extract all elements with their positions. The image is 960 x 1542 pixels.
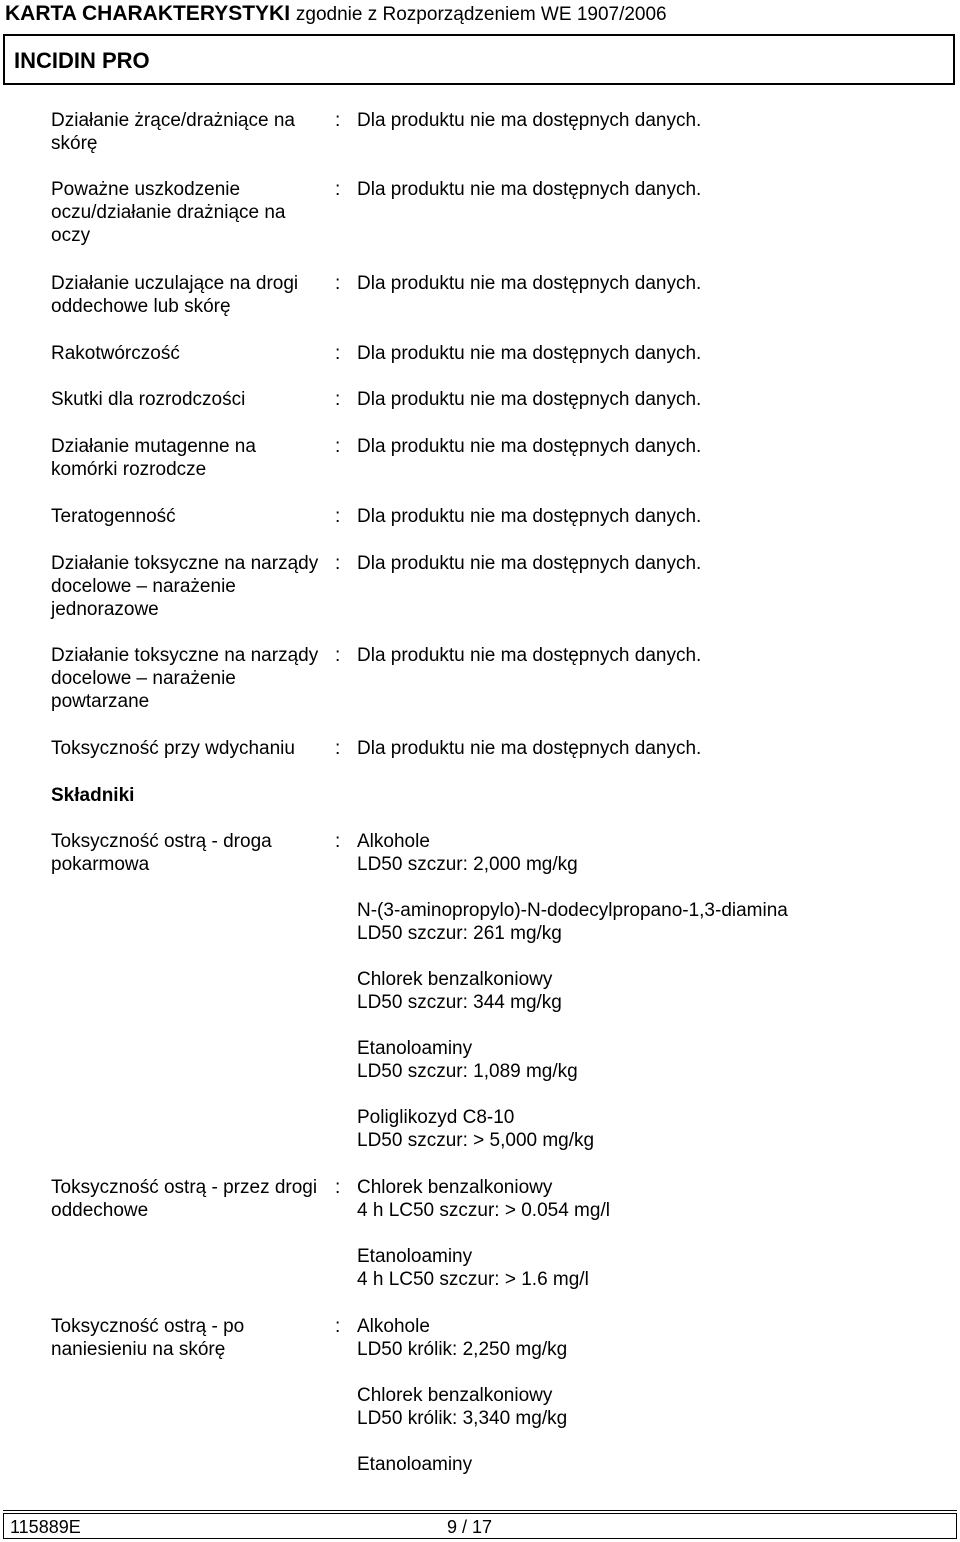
component-name: N-(3-aminopropylo)-N-dodecylpropano-1,3-diamina <box>357 900 788 921</box>
component-entry <box>357 1106 947 1152</box>
component-entry <box>357 1315 947 1361</box>
colon-separator: : <box>335 179 341 200</box>
component-name: Alkohole <box>357 831 430 852</box>
component-name: Chlorek benzalkoniowy <box>357 1385 553 1406</box>
component-value: LD50 szczur: 344 mg/kg <box>357 992 562 1013</box>
oral-toxicity-label: Toksyczność ostrą - droga pokarmowa <box>51 831 272 875</box>
component-entry <box>357 1176 947 1222</box>
toxicity-value: Dla produktu nie ma dostępnych danych. <box>357 273 702 294</box>
sds-title-sub: zgodnie z Rozporządzeniem WE 1907/2006 <box>295 4 667 25</box>
toxicity-value: Dla produktu nie ma dostępnych danych. <box>357 110 702 131</box>
toxicity-label: Toksyczność przy wdychaniu <box>51 738 295 759</box>
colon-separator: : <box>335 110 341 131</box>
component-name: Etanoloaminy <box>357 1454 473 1475</box>
component-name: Chlorek benzalkoniowy <box>357 969 553 990</box>
toxicity-label: Działanie toksyczne na narządy docelowe – narażenie powtarzane <box>51 645 319 712</box>
toxicity-label: Skutki dla rozrodczości <box>51 389 246 410</box>
footer-divider <box>3 1510 957 1511</box>
component-entry <box>357 899 947 945</box>
toxicity-label: Teratogenność <box>51 506 176 527</box>
dermal-toxicity-values <box>357 1315 947 1476</box>
component-name: Etanoloaminy <box>357 1246 473 1267</box>
component-entry <box>357 1245 947 1291</box>
toxicity-label: Poważne uszkodzenie oczu/działanie drażniące na oczy <box>51 179 286 246</box>
document-code: 115889E <box>10 1517 81 1537</box>
component-name: Chlorek benzalkoniowy <box>357 1177 553 1198</box>
toxicity-value: Dla produktu nie ma dostępnych danych. <box>357 179 702 200</box>
component-entry <box>357 830 947 876</box>
inhalation-toxicity-values <box>357 1176 947 1291</box>
sds-title <box>5 2 667 27</box>
colon-separator: : <box>335 1177 341 1198</box>
colon-separator: : <box>335 389 341 410</box>
dermal-toxicity-label: Toksyczność ostrą - po naniesieniu na skórę <box>51 1316 245 1360</box>
toxicity-value: Dla produktu nie ma dostępnych danych. <box>357 506 702 527</box>
toxicity-label: Działanie toksyczne na narządy docelowe – narażenie jednorazowe <box>51 553 319 620</box>
component-name: Poliglikozyd C8-10 <box>357 1107 515 1128</box>
colon-separator: : <box>335 831 341 852</box>
toxicity-label: Rakotwórczość <box>51 343 180 364</box>
component-entry <box>357 1037 947 1083</box>
component-value: LD50 królik: 2,250 mg/kg <box>357 1339 568 1360</box>
colon-separator: : <box>335 645 341 666</box>
component-name: Alkohole <box>357 1316 430 1337</box>
sds-title-main: KARTA CHARAKTERYSTYKI <box>5 2 291 25</box>
component-value: 4 h LC50 szczur: > 0.054 mg/l <box>357 1200 610 1221</box>
colon-separator: : <box>335 273 341 294</box>
toxicity-value: Dla produktu nie ma dostępnych danych. <box>357 738 702 759</box>
component-entry <box>357 1384 947 1430</box>
colon-separator: : <box>335 1316 341 1337</box>
component-value: LD50 królik: 3,340 mg/kg <box>357 1408 568 1429</box>
colon-separator: : <box>335 738 341 759</box>
toxicity-value: Dla produktu nie ma dostępnych danych. <box>357 436 702 457</box>
oral-toxicity-values <box>357 830 947 1152</box>
toxicity-label: Działanie mutagenne na komórki rozrodcze <box>51 436 256 480</box>
page-number: 9 / 17 <box>447 1517 493 1537</box>
component-value: 4 h LC50 szczur: > 1.6 mg/l <box>357 1269 589 1290</box>
toxicity-value: Dla produktu nie ma dostępnych danych. <box>357 343 702 364</box>
product-name: INCIDIN PRO <box>14 48 150 73</box>
colon-separator: : <box>335 553 341 574</box>
toxicity-value: Dla produktu nie ma dostępnych danych. <box>357 553 702 574</box>
components-heading: Składniki <box>51 785 135 806</box>
component-name: Etanoloaminy <box>357 1038 473 1059</box>
component-value: LD50 szczur: 1,089 mg/kg <box>357 1061 578 1082</box>
toxicity-label: Działanie żrące/drażniące na skórę <box>51 110 295 154</box>
component-value: LD50 szczur: > 5,000 mg/kg <box>357 1130 595 1151</box>
component-entry <box>357 1453 947 1476</box>
colon-separator: : <box>335 343 341 364</box>
toxicity-value: Dla produktu nie ma dostępnych danych. <box>357 389 702 410</box>
component-value: LD50 szczur: 2,000 mg/kg <box>357 854 578 875</box>
colon-separator: : <box>335 436 341 457</box>
inhalation-toxicity-label: Toksyczność ostrą - przez drogi oddechowe <box>51 1177 318 1221</box>
product-name-box <box>3 34 955 85</box>
page-footer <box>3 1513 957 1539</box>
toxicity-label: Działanie uczulające na drogi oddechowe lub skórę <box>51 273 299 317</box>
colon-separator: : <box>335 506 341 527</box>
component-value: LD50 szczur: 261 mg/kg <box>357 923 562 944</box>
toxicity-value: Dla produktu nie ma dostępnych danych. <box>357 645 702 666</box>
component-entry <box>357 968 947 1014</box>
